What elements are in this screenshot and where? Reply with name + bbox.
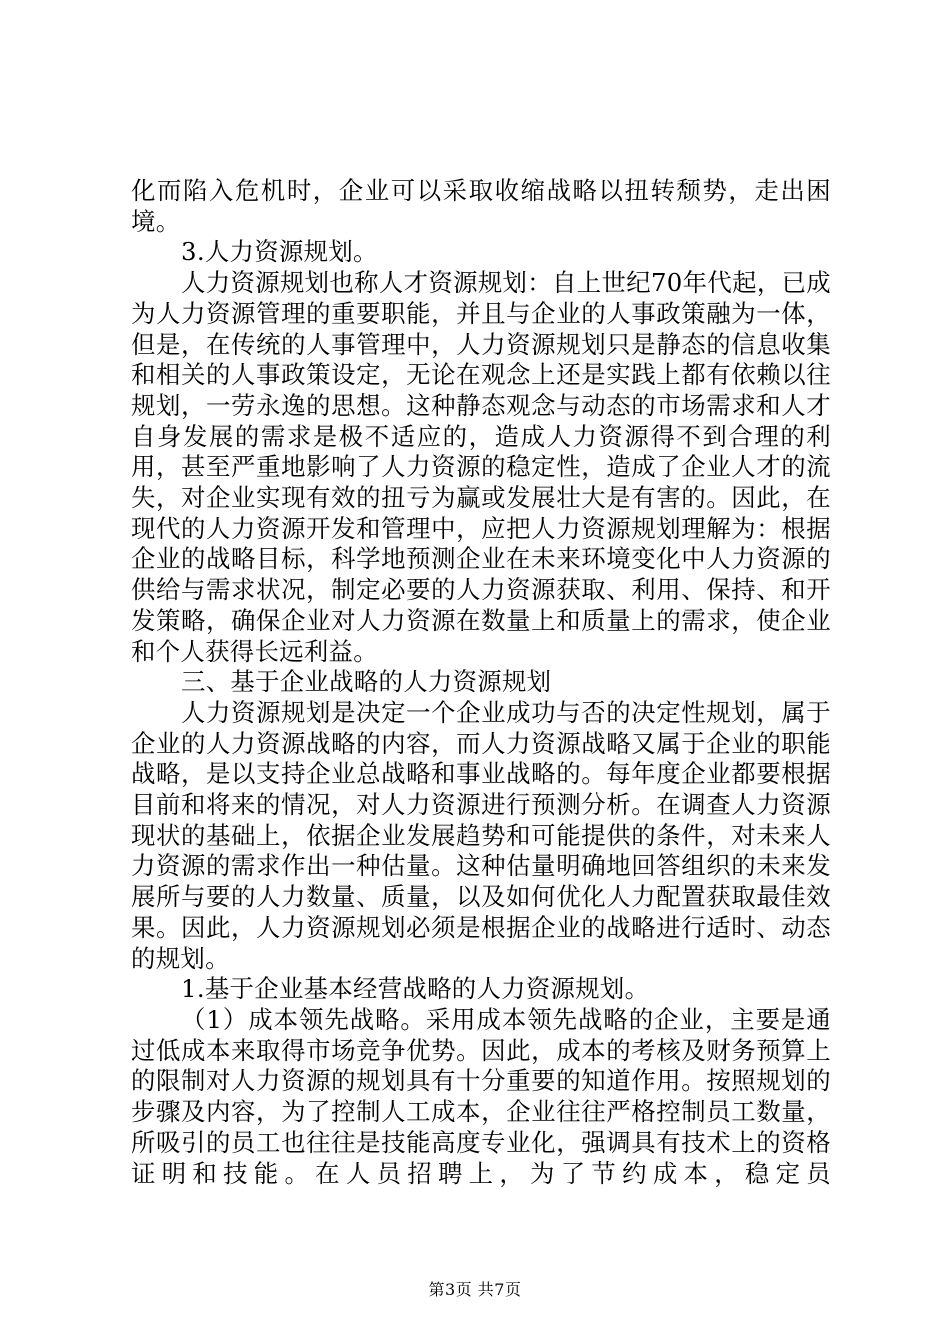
- paragraph-1: 化而陷入危机时，企业可以采取收缩战略以扭转颓势，走出困境。: [131, 176, 831, 236]
- document-body: [131, 176, 831, 1189]
- paragraph-5: 人力资源规划是决定一个企业成功与否的决定性规划，属于企业的人力资源战略的内容，而人力资源战略又属于企业的职能战略，是以支持企业总战略和事业战略的。每年度企业都要根据目前和将来的情况，对人力资源进行预测分析。在调查人力资源现状的基础上，依据企业发展趋势和可能提供的条件，对未来人力资源的需求作出一种估量。这种估量明确地回答组织的未来发展所与要的人力数量、质量，以及如何优化人力配置获取最佳效果。因此，人力资源规划必须是根据企业的战略进行适时、动态的规划。: [131, 697, 831, 973]
- paragraph-4-heading: 三、基于企业战略的人力资源规划: [181, 667, 552, 697]
- page-footer: 第3页 共7页: [428, 1280, 522, 1299]
- paragraph-6-heading: 1.基于企业基本经营战略的人力资源规划。: [181, 974, 650, 1004]
- paragraph-7: （1）成本领先战略。采用成本领先战略的企业，主要是通过低成本来取得市场竞争优势。因此，成本的考核及财务预算上的限制对人力资源的规划具有十分重要的知道作用。按照规划的步骤及内容，为了控制人工成本，企业往往严格控制员工数量，所吸引的员工也往往是技能高度专业化，强调具有技术上的资格证明和技能。在人员招聘上，为了节约成本，稳定员: [131, 1004, 831, 1188]
- paragraph-2-heading: 3.人力资源规划。: [181, 237, 378, 267]
- paragraph-3: 人力资源规划也称人才资源规划：自上世纪70年代起，已成为人力资源管理的重要职能，并且与企业的人事政策融为一体，但是，在传统的人事管理中，人力资源规划只是静态的信息收集和相关的人事政策设定，无论在观念上还是实践上都有依赖以往规划，一劳永逸的思想。这种静态观念与动态的市场需求和人才自身发展的需求是极不适应的，造成人力资源得不到合理的利用，甚至严重地影响了人力资源的稳定性，造成了企业人才的流失，对企业实现有效的扭亏为赢或发展壮大是有害的。因此，在现代的人力资源开发和管理中，应把人力资源规划理解为：根据企业的战略目标，科学地预测企业在未来环境变化中人力资源的供给与需求状况，制定必要的人力资源获取、利用、保持、和开发策略，确保企业对人力资源在数量上和质量上的需求，使企业和个人获得长远利益。: [131, 268, 831, 666]
